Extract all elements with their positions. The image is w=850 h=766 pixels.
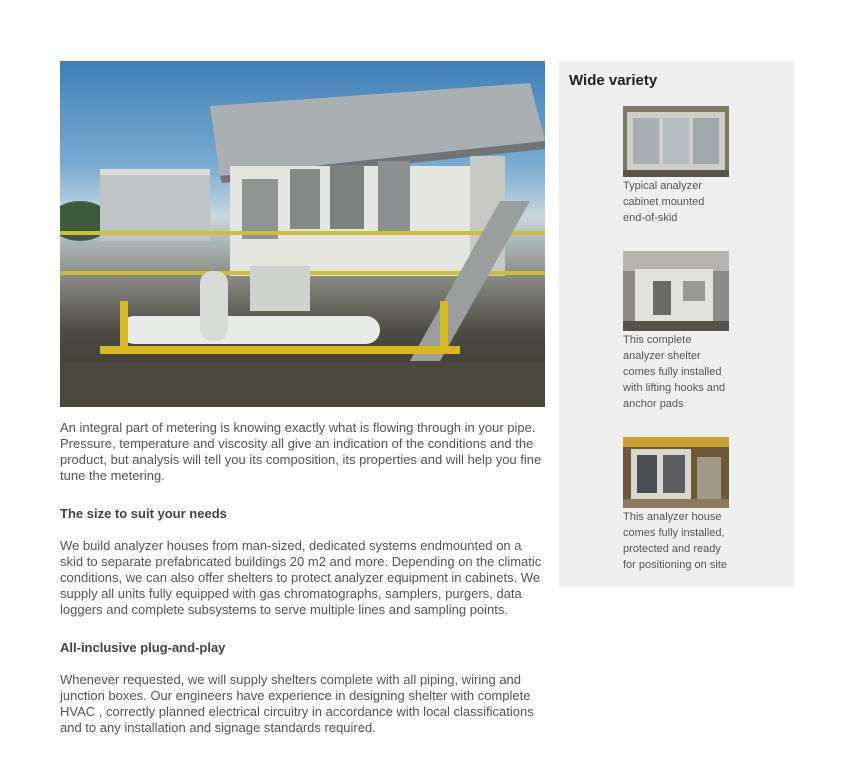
gallery-item-shelter	[623, 251, 729, 412]
analyzer-shelter-illustration	[623, 251, 729, 331]
sidebar-panel	[559, 61, 794, 587]
gallery-caption: This complete analyzer shelter comes fully installed with lifting hooks and anchor pads	[623, 334, 726, 410]
section-heading-plug-and-play: All-inclusive plug-and-play	[60, 640, 226, 655]
section-heading-size: The size to suit your needs	[60, 506, 227, 521]
analyzer-house-illustration	[60, 61, 545, 407]
section-text-plug-and-play: Whenever requested, we will supply shelters complete with all piping, wiring and junction boxes. Our engineers have experience in designing shelter with complete HVAC , correctly planned electrical circuitry in accordance with local classifications and to any installation and signage standards required.	[60, 672, 534, 735]
gallery-caption: Typical analyzer cabinet mounted end-of-skid	[623, 180, 705, 224]
gallery-item-house	[623, 437, 729, 573]
section-text-size: We build analyzer houses from man-sized, dedicated systems endmounted on a skid to separate prefabricated buildings 20 m2 and more. Depending on the climatic conditions, we can also offer shelters to protect analyzer equipment in cabinets. We supply all units fully equipped with gas chromatographs, samplers, purgers, data loggers and complete subsystems to serve multiple lines and sampling points.	[60, 538, 542, 617]
analyzer-house-interior-illustration	[623, 437, 729, 508]
intro-paragraph: An integral part of metering is knowing exactly what is flowing through in your pipe. Pressure, temperature and viscosity all give an indication of the conditions and the product, but analysis will tell you its composition, its properties and will help you fine tune the metering.	[60, 420, 542, 483]
analyzer-cabinet-illustration	[623, 106, 729, 177]
analyzer-house-interior-photo[interactable]	[623, 437, 729, 508]
analyzer-shelter-photo[interactable]	[623, 251, 729, 331]
analyzer-cabinet-photo[interactable]	[623, 106, 729, 177]
gallery-item-cabinet	[623, 106, 729, 226]
analyzer-house-photo	[60, 61, 545, 407]
main-content	[60, 61, 546, 736]
sidebar-title: Wide variety	[569, 72, 658, 89]
gallery-caption: This analyzer house comes fully installed, protected and ready for positioning on site	[623, 511, 727, 571]
